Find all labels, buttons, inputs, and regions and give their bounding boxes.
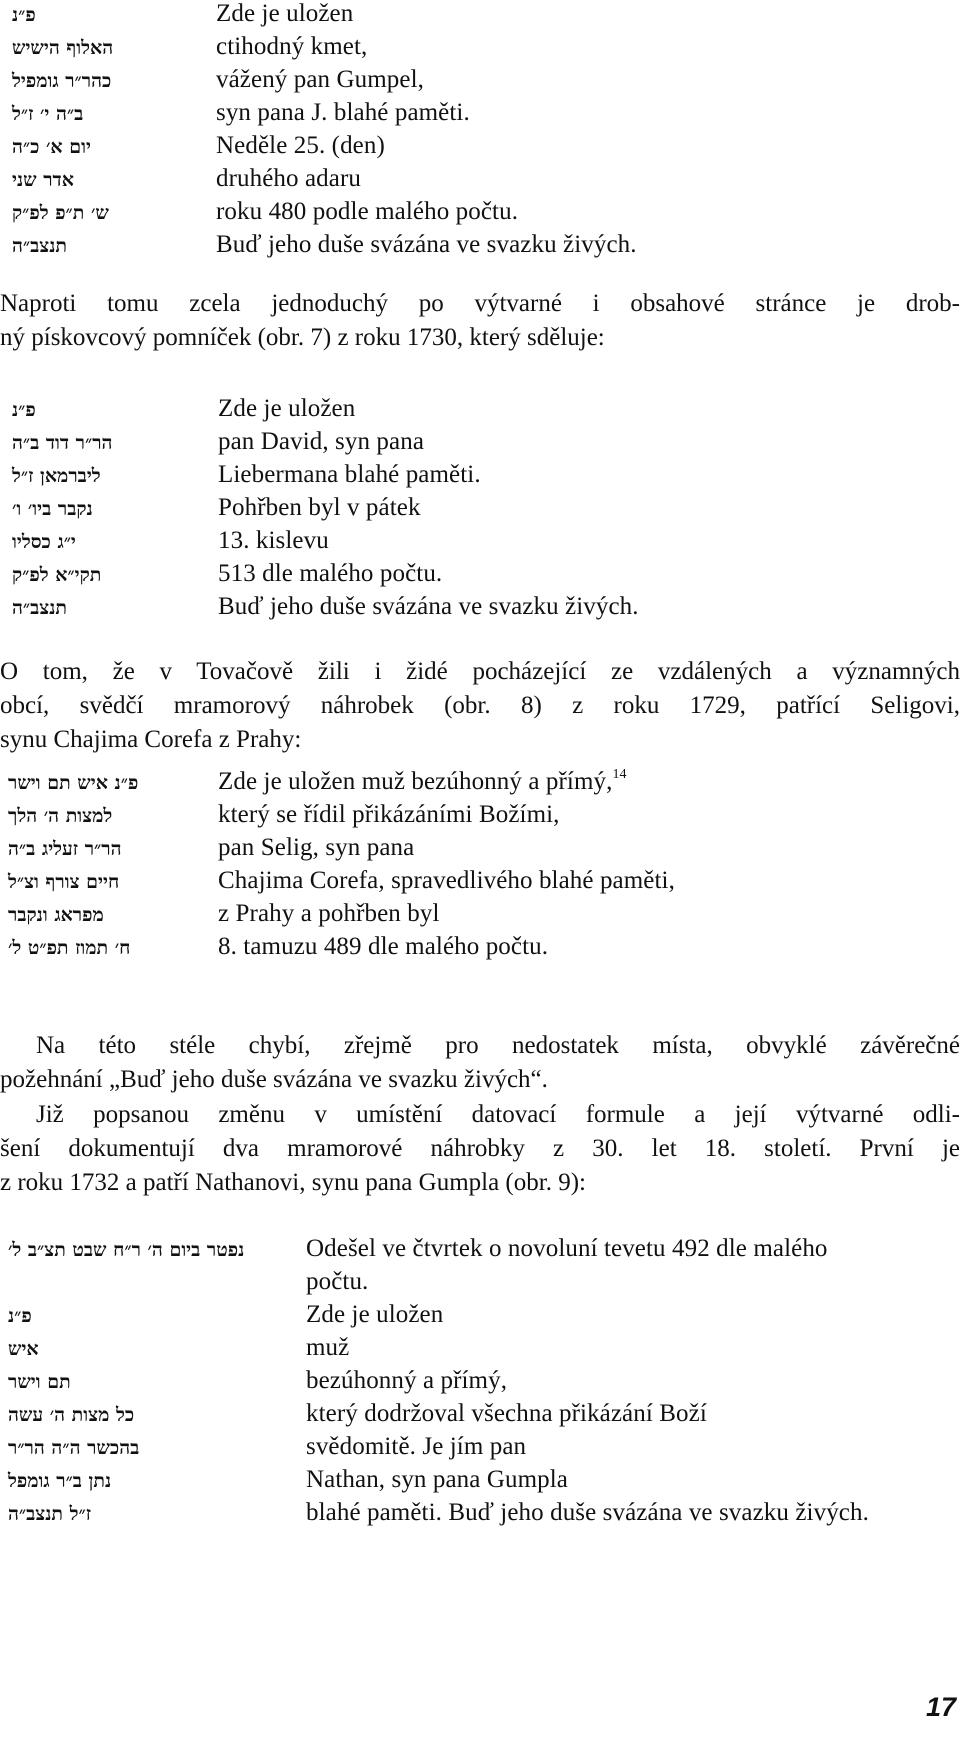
inscription-line [12,66,637,99]
inscription-line [12,428,639,461]
czech-translation [218,768,627,796]
hebrew-text: ב״ה י׳ ז״ל [12,103,84,125]
hebrew-text: פ״נ [12,399,36,421]
czech-translation: pan David, syn pana [218,428,425,455]
hebrew-text: פ״נ איש תם וישר [8,772,139,794]
inscription-line [12,395,639,428]
czech-text: Zde je uložen muž bezúhonný a přímý, [218,768,613,795]
czech-translation: Chajima Corefa, spravedlivého blahé paměti, [218,867,675,894]
inscription-david [12,395,639,626]
inscription-line [8,933,675,966]
czech-translation: syn pana J. blahé paměti. [216,99,470,126]
body-paragraph [0,1098,960,1200]
inscription-line [8,801,675,834]
inscription-line [8,1499,869,1532]
inscription-line [8,834,675,867]
inscription-line [8,1466,869,1499]
hebrew-text: הר״ר דוד ב״ה [12,432,113,454]
czech-translation: Liebermana blahé paměti. [218,461,481,488]
hebrew-text: ש׳ ת״פ לפ״ק [12,202,109,224]
inscription-line [8,1400,869,1433]
inscription-line [12,593,639,626]
paragraph-line: ný pískovcový pomníček (obr. 7) z roku 1730, který sděluje: [0,324,605,351]
paragraph-line: synu Chajima Corefa z Prahy: [0,726,302,753]
inscription-line [8,900,675,933]
paragraph-line: požehnání „Buď jeho duše svázána ve svazku živých“. [0,1066,548,1093]
hebrew-text: יום א׳ כ״ה [12,136,91,158]
inscription-selig [8,768,675,966]
czech-translation: Zde je uložen [306,1301,444,1328]
hebrew-text: פ״נ [12,4,36,26]
czech-translation: pan Selig, syn pana [218,834,415,861]
czech-translation: Odešel ve čtvrtek o novoluní tevetu 492 dle malého [306,1235,828,1262]
paragraph-line: obcí, svědčí mramorový náhrobek (obr. 8) z roku 1729, patřící Seligovi, [0,692,960,719]
czech-translation: druhého adaru [216,165,361,192]
body-paragraph [0,1029,960,1097]
hebrew-text: נתן ב״ר גומפל [8,1470,112,1492]
paragraph-line: O tom, že v Tovačově žili i židé pocházející ze vzdálených a významných [0,658,960,685]
hebrew-text: כהר״ר גומפיל [12,70,112,92]
inscription-gumpel [12,0,637,264]
inscription-line [12,99,637,132]
czech-translation: Pohřben byl v pátek [218,494,421,521]
hebrew-text: תנצב״ה [12,597,68,619]
hebrew-text: איש [8,1338,39,1360]
inscription-line [12,132,637,165]
hebrew-text: תנצב״ה [12,235,68,257]
hebrew-text: ח׳ תמוז תפ״ט ל׳ [8,937,131,959]
inscription-line [8,1235,869,1268]
hebrew-text: אדר שני [12,169,74,191]
czech-translation: 513 dle malého počtu. [218,560,443,587]
czech-translation: Neděle 25. (den) [216,132,385,159]
hebrew-text: תם וישר [8,1371,71,1393]
czech-translation: který se řídil přikázáními Božími, [218,801,560,828]
czech-translation: roku 480 podle malého počtu. [216,198,519,225]
czech-translation: ctihodný kmet, [216,33,368,60]
paragraph-line: šení dokumentují dva mramorové náhrobky z 30. let 18. století. První je [0,1135,960,1162]
hebrew-text: למצות ה׳ הלך [8,805,113,827]
hebrew-text: הר״ר זעליג ב״ה [8,838,122,860]
inscription-line [12,461,639,494]
body-paragraph [0,655,960,757]
inscription-line [8,768,675,801]
inscription-line [8,1334,869,1367]
hebrew-text: נפטר ביום ה׳ ר״ח שבט תצ״ב ל׳ [8,1239,245,1261]
czech-translation: bezúhonný a přímý, [306,1367,508,1394]
inscription-line [12,527,639,560]
hebrew-text: ז״ל תנצב״ה [8,1503,92,1525]
inscription-nathan [8,1235,869,1532]
czech-translation: blahé paměti. Buď jeho duše svázána ve svazku živých. [306,1499,869,1526]
hebrew-text: מפראג ונקבר [8,904,104,926]
paragraph-line: Již popsanou změnu v umístění datovací formule a její výtvarné odli- [36,1101,960,1128]
paragraph-line: Na této stéle chybí, zřejmě pro nedostatek místa, obvyklé závěrečné [36,1032,960,1059]
inscription-line [12,165,637,198]
czech-translation: který dodržoval všechna přikázání Boží [306,1400,707,1427]
paragraph-line: Naproti tomu zcela jednoduchý po výtvarné i obsahové stránce je drob- [0,290,960,317]
inscription-line [8,1268,869,1301]
czech-translation: Zde je uložen [218,395,356,422]
hebrew-text: ליברמאן ז״ל [12,465,101,487]
body-paragraph [0,287,960,355]
czech-translation: muž [306,1334,350,1361]
czech-translation: Zde je uložen [216,0,354,27]
hebrew-text: פ״נ [8,1305,32,1327]
inscription-line [8,1433,869,1466]
czech-translation: 13. kislevu [218,527,329,554]
inscription-line [12,560,639,593]
czech-translation: Nathan, syn pana Gumpla [306,1466,568,1493]
czech-translation: počtu. [306,1268,369,1295]
inscription-line [12,231,637,264]
paragraph-line: z roku 1732 a patří Nathanovi, synu pana Gumpla (obr. 9): [0,1169,586,1196]
czech-translation: vážený pan Gumpel, [216,66,424,93]
hebrew-text: נקבר ביו׳ ו׳ [12,498,93,520]
hebrew-text: כל מצות ה׳ עשה [8,1404,135,1426]
czech-translation: svědomitě. Je jím pan [306,1433,527,1460]
hebrew-text: תקי״א לפ״ק [12,564,102,586]
page-number: 17 [925,1692,956,1722]
czech-translation: 8. tamuzu 489 dle malého počtu. [218,933,549,960]
czech-translation: Buď jeho duše svázána ve svazku živých. [218,593,639,620]
hebrew-text: בהכשר ה״ה הר״ר [8,1437,140,1459]
inscription-line [12,494,639,527]
inscription-line [8,1301,869,1334]
inscription-line [8,867,675,900]
hebrew-text: י״ג כסליו [12,531,76,553]
inscription-line [12,33,637,66]
hebrew-text: חיים צורף וצ״ל [8,871,120,893]
inscription-line [8,1367,869,1400]
footnote-marker: 14 [612,767,627,782]
czech-translation: z Prahy a pohřben byl [218,900,440,927]
czech-translation: Buď jeho duše svázána ve svazku živých. [216,231,637,258]
hebrew-text: האלוף הישיש [12,37,114,59]
inscription-line [12,198,637,231]
inscription-line [12,0,637,33]
